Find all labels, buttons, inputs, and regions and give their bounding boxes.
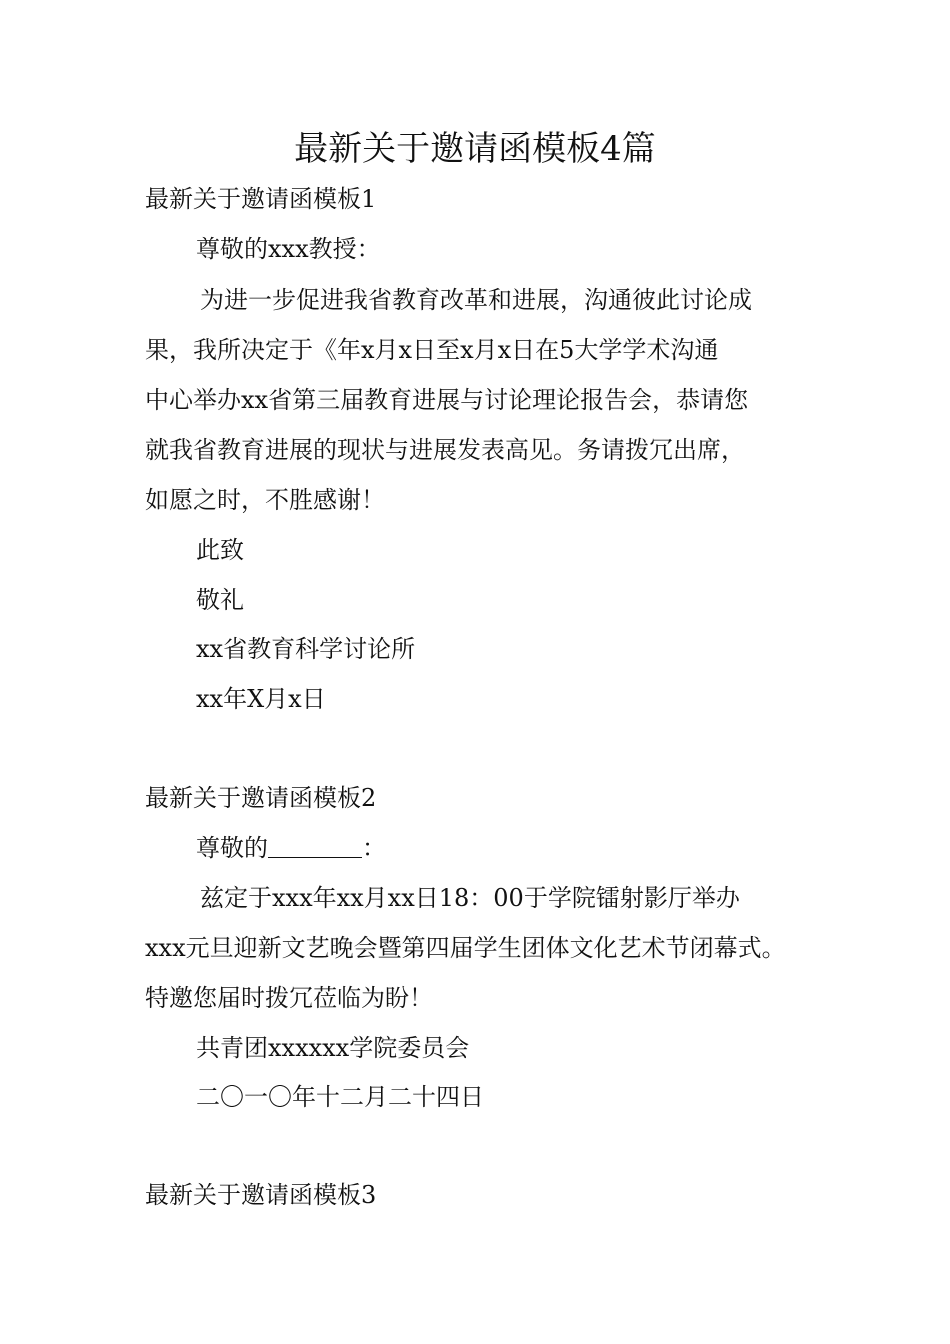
- section-2-body-line: 兹定于xxx年xx月xx日18：00于学院镭射影厅举办: [200, 884, 740, 912]
- section-1-salutation: 尊敬的xxx教授：: [196, 235, 381, 263]
- section-2-body-line: xxx元旦迎新文艺晚会暨第四届学生团体文化艺术节闭幕式。: [145, 934, 786, 962]
- section-1-closing: 此致: [196, 536, 244, 564]
- section-1-body-line: 果，我所决定于《年x月x日至x月x日在5大学学术沟通: [145, 336, 719, 364]
- section-2-signature: 共青团xxxxxx学院委员会: [196, 1034, 470, 1062]
- section-1-heading: 最新关于邀请函模板1: [145, 185, 377, 213]
- section-1-body-line: 中心举办xx省第三届教育进展与讨论理论报告会，恭请您: [145, 386, 749, 414]
- section-2-body-line: 特邀您届时拨冗莅临为盼！: [145, 984, 433, 1012]
- section-3-heading: 最新关于邀请函模板3: [145, 1181, 377, 1209]
- section-1-body-line: 就我省教育进展的现状与进展发表高见。务请拨冗出席，: [145, 436, 745, 464]
- section-2-salutation: [196, 831, 386, 865]
- section-1-date: xx年X月x日: [196, 685, 326, 713]
- section-1-body-line: 为进一步促进我省教育改革和进展，沟通彼此讨论成: [200, 286, 752, 314]
- document-title: 最新关于邀请函模板4篇: [294, 129, 656, 169]
- section-2-heading: 最新关于邀请函模板2: [145, 784, 377, 812]
- section-1-signature: xx省教育科学讨论所: [196, 635, 416, 663]
- name-blank-underline: [268, 835, 362, 858]
- salutation-prefix: 尊敬的: [196, 834, 268, 862]
- section-2-date: 二〇一〇年十二月二十四日: [196, 1083, 484, 1111]
- section-1-body-line: 如愿之时，不胜感谢！: [145, 486, 385, 514]
- salutation-suffix: ：: [362, 834, 386, 862]
- section-1-closing-regards: 敬礼: [196, 586, 244, 614]
